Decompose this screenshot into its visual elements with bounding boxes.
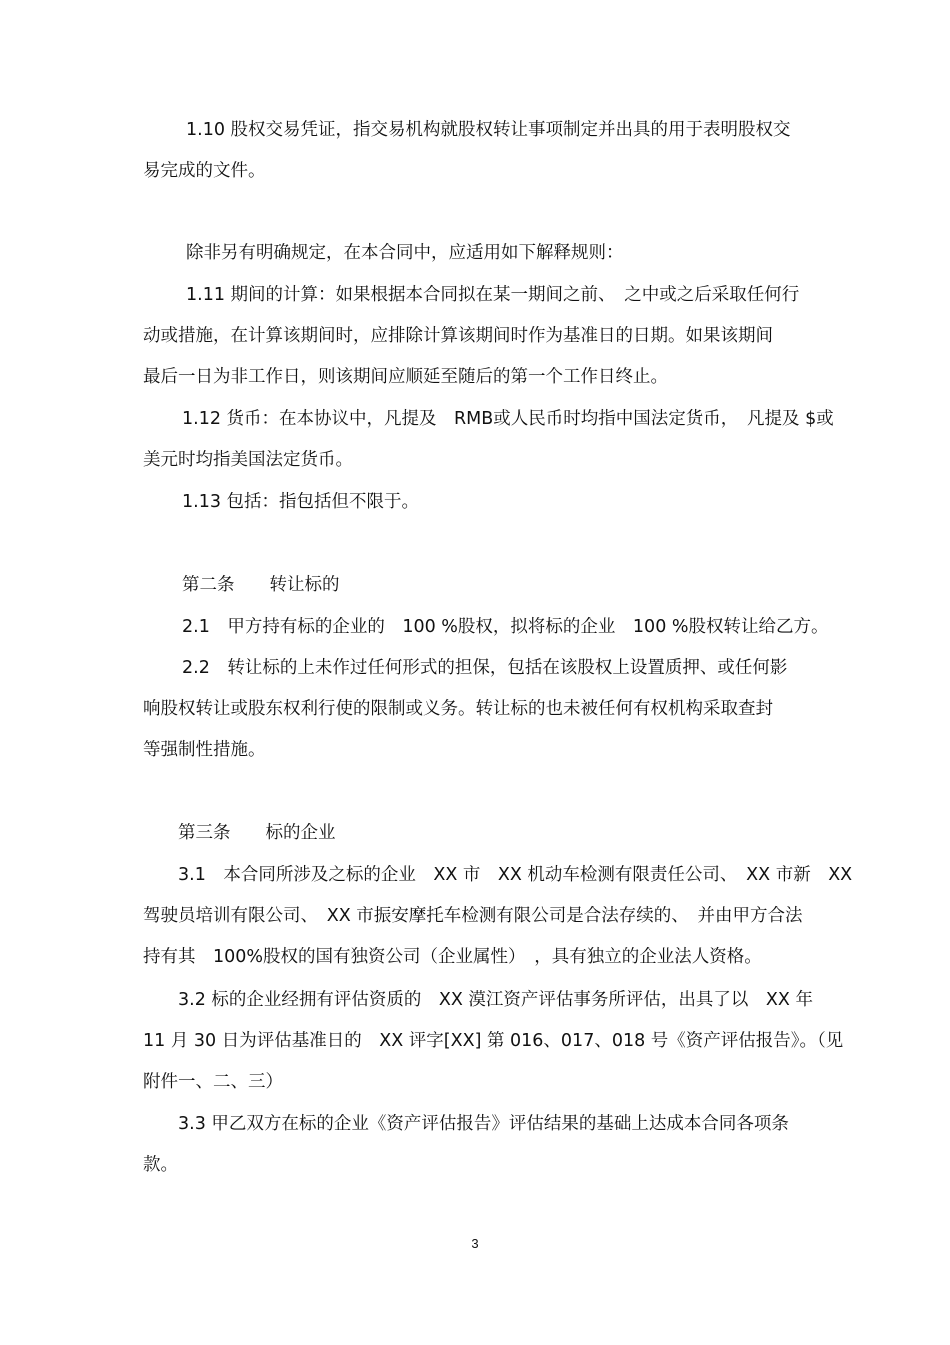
para-1-11-line-1: 1.11 期间的计算：如果根据本合同拟在某一期间之前、 之中或之后采取任何行 [186, 285, 800, 305]
para-2-2-line-1: 2.2 转让标的上未作过任何形式的担保，包括在该股权上设置质押、或任何影 [182, 658, 788, 678]
para-1-11-line-3: 最后一日为非工作日，则该期间应顺延至随后的第一个工作日终止。 [143, 367, 668, 387]
para-1-10-line-1: 1.10 股权交易凭证，指交易机构就股权转让事项制定并出具的用于表明股权交 [186, 120, 791, 140]
para-3-1-line-1: 3.1 本合同所涉及之标的企业 XX 市 XX 机动车检测有限责任公司、 XX 市新 XX [178, 865, 853, 885]
article-3-heading: 第三条 标的企业 [178, 823, 336, 843]
para-3-2-line-1: 3.2 标的企业经拥有评估资质的 XX 漠江资产评估事务所评估，出具了以 XX 年 [178, 990, 813, 1010]
para-3-3-line-1: 3.3 甲乙双方在标的企业《资产评估报告》评估结果的基础上达成本合同各项条 [178, 1114, 789, 1134]
para-3-2-line-2: 11 月 30 日为评估基准日的 XX 评字[XX] 第 016、017、018 号《资产评估报告》。（见 [143, 1031, 844, 1051]
para-1-11-line-2: 动或措施，在计算该期间时，应排除计算该期间时作为基准日的日期。如果该期间 [143, 326, 773, 346]
para-2-2-line-2: 响股权转让或股东权利行使的限制或义务。转让标的也未被任何有权机构采取查封 [143, 699, 773, 719]
para-1-10-line-2: 易完成的文件。 [143, 161, 266, 181]
para-1-13: 1.13 包括：指包括但不限于。 [182, 492, 420, 512]
para-3-3-line-2: 款。 [143, 1155, 178, 1175]
article-2-heading: 第二条 转让标的 [182, 575, 340, 595]
page-number: 3 [471, 1236, 479, 1251]
interpretation-rules-intro: 除非另有明确规定，在本合同中，应适用如下解释规则： [186, 243, 624, 263]
para-3-1-line-2: 驾驶员培训有限公司、 XX 市振安摩托车检测有限公司是合法存续的、 并由甲方合法 [143, 906, 803, 926]
para-3-1-line-3: 持有其 100%股权的国有独资公司（企业属性） ，具有独立的企业法人资格。 [143, 947, 762, 967]
para-3-2-line-3: 附件一、二、三） [143, 1072, 283, 1092]
para-2-2-line-3: 等强制性措施。 [143, 740, 266, 760]
para-1-12-line-2: 美元时均指美国法定货币。 [143, 450, 353, 470]
para-1-12-line-1: 1.12 货币：在本协议中，凡提及 RMB或人民币时均指中国法定货币， 凡提及 $或 [182, 409, 834, 429]
para-2-1: 2.1 甲方持有标的企业的 100 %股权，拟将标的企业 100 %股权转让给乙方。 [182, 617, 829, 637]
